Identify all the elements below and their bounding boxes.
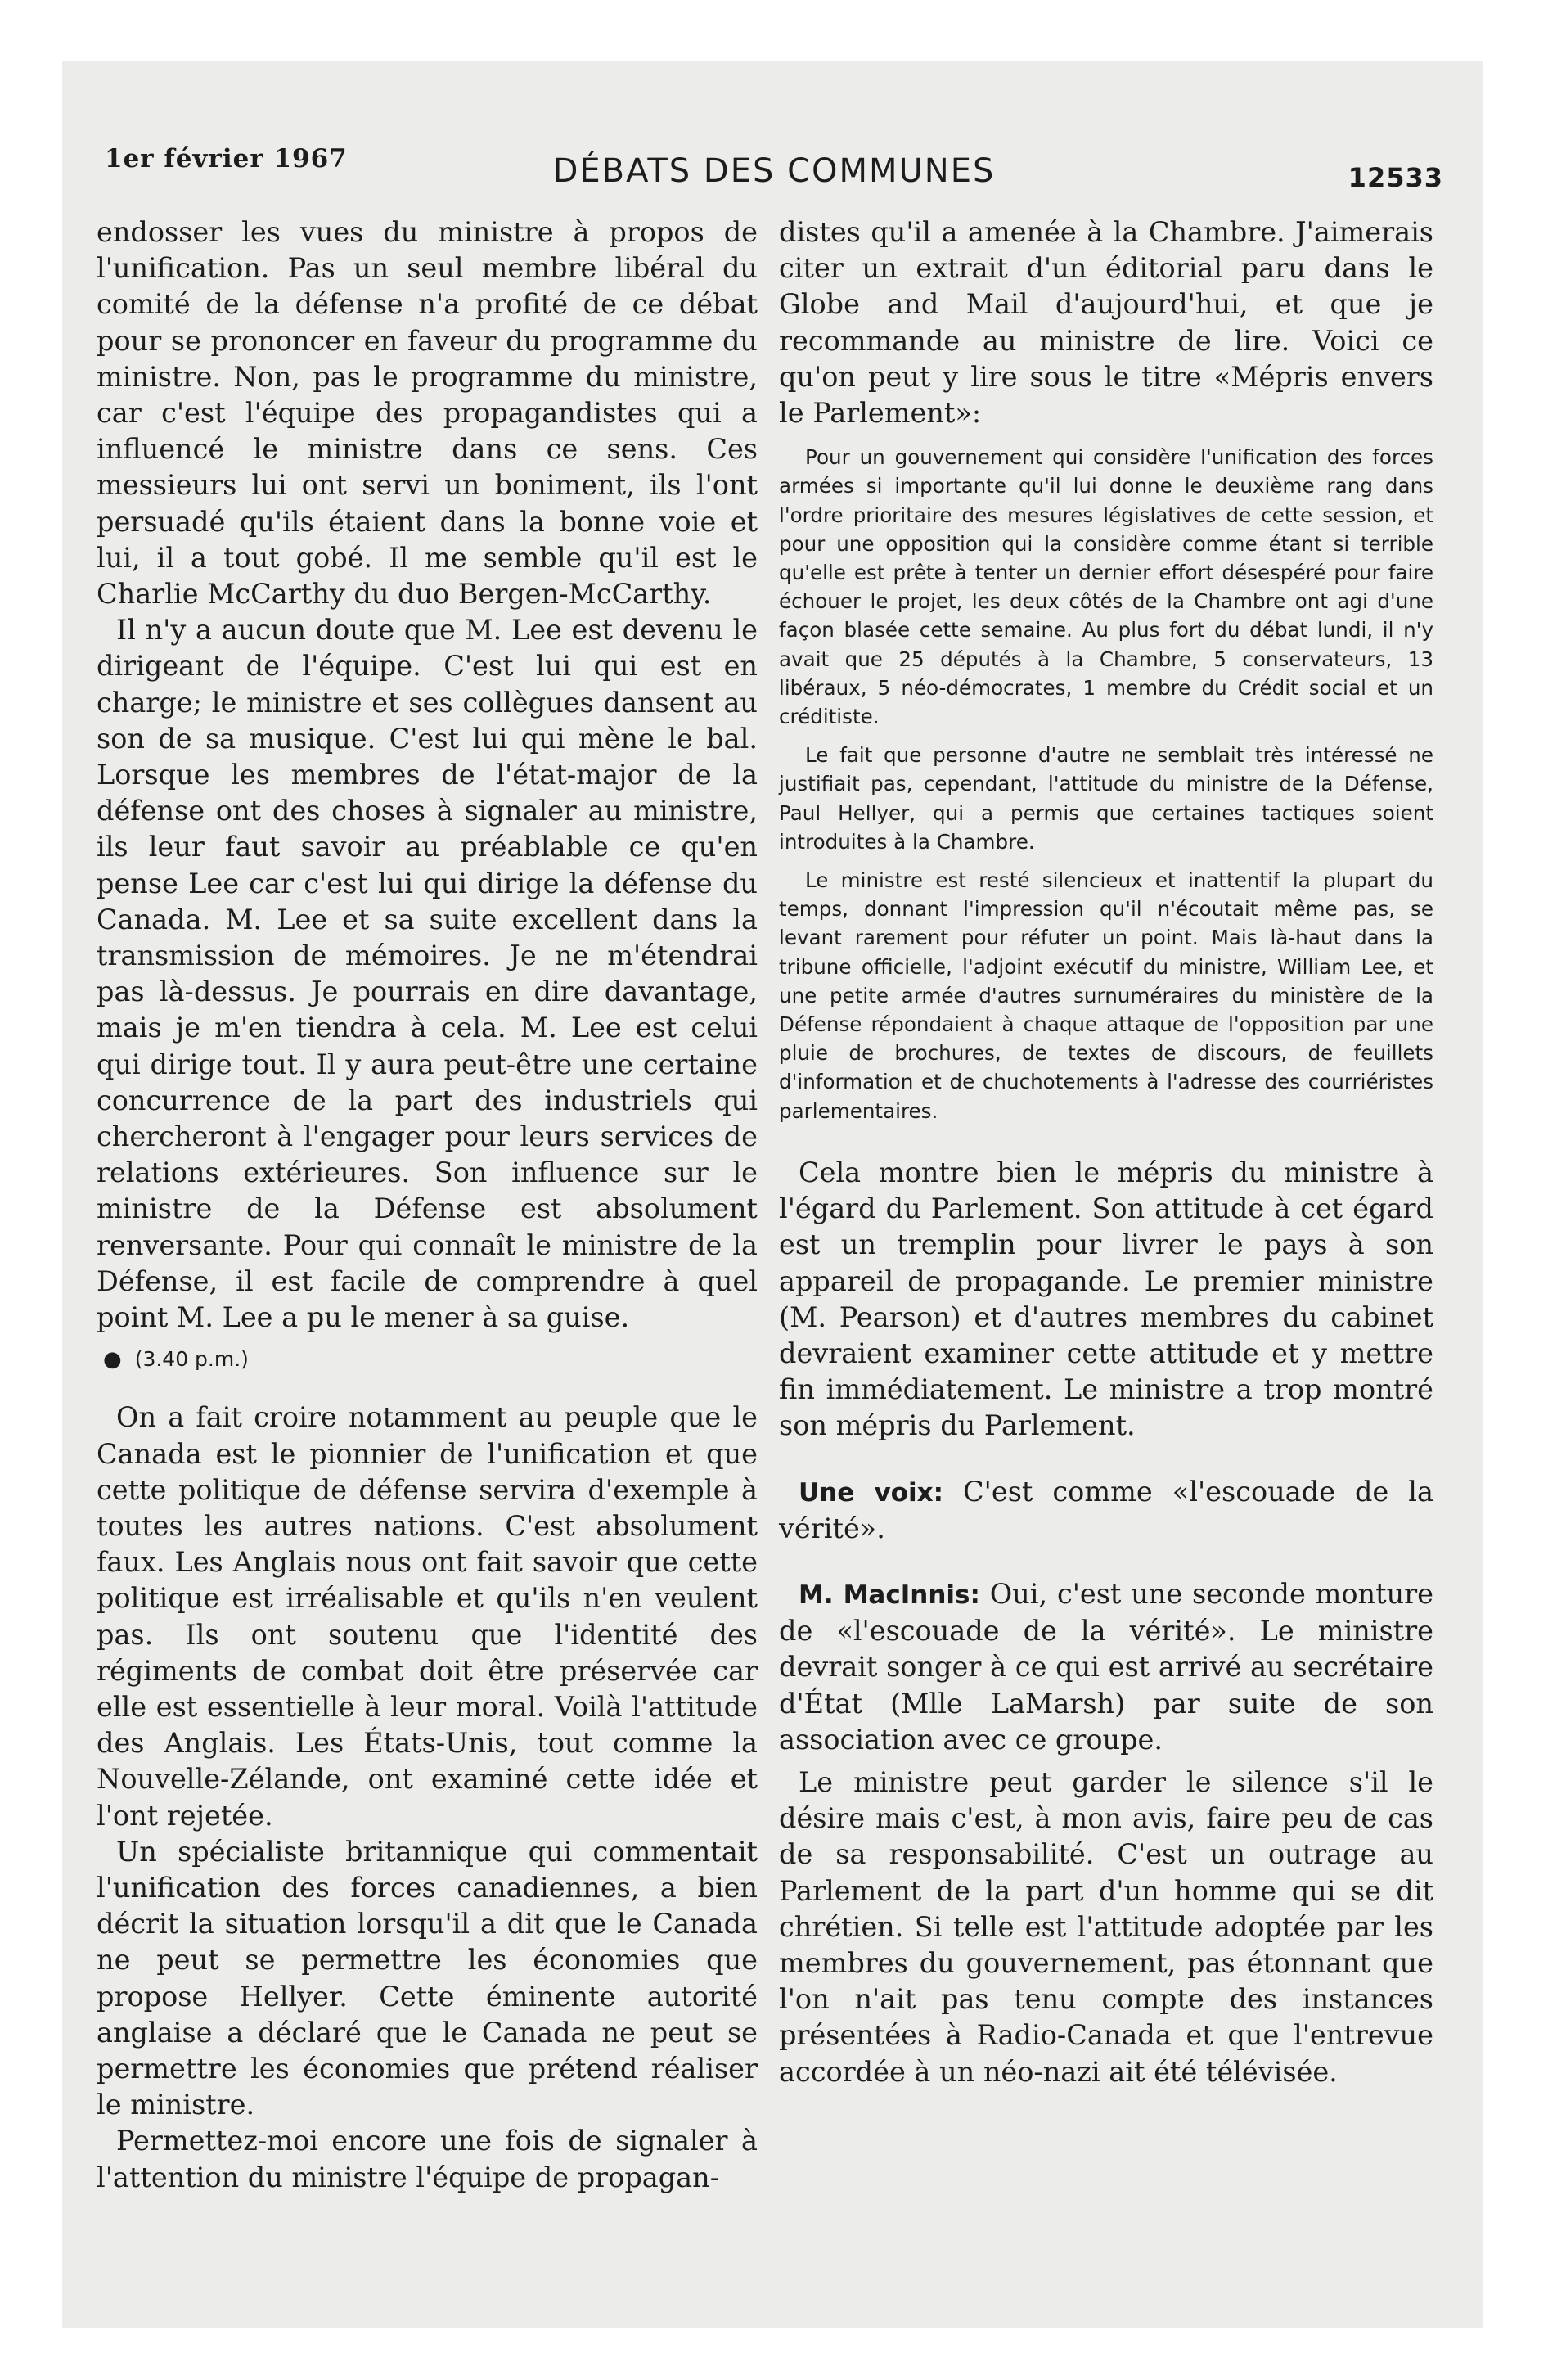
paragraph: Le ministre peut garder le silence s'il le désire mais c'est, à mon avis, faire peu de cas de sa responsabilité. C'est un outrage au Parlement de la part d'un homme qui se dit chrétien. Si telle est l'attitude adoptée par les membres du gouvernement, pas étonnant que l'on n'ait pas tenu compte des instances présentées à Radio-Canada et que l'entrevue accordée à un néo-nazi ait été télévisée. — [779, 1765, 1433, 2088]
speech — [779, 1576, 1433, 1758]
editorial-quote — [779, 443, 1433, 1125]
paragraph: Un spécialiste britannique qui commentait l'unification des forces canadiennes, a bien décrit la situation lorsqu'il a dit que le Canada ne peut se permettre les économies que propose Hellyer. Cette éminente autorité anglaise a déclaré que le Canada ne peut se permettre les économies que prétend réaliser le ministre. — [97, 1835, 758, 2121]
quote-paragraph: Le ministre est resté silencieux et inattentif la plupart du temps, donnant l'impression qu'il n'écoutait même pas, se levant rarement pour réfuter un point. Mais là-haut dans la tribune officielle, l'adjoint exécutif du ministre, William Lee, et une petite armée d'autres surnuméraires du ministère de la Défense répondaient à chaque attaque de l'opposition par une pluie de brochures, de textes de discours, de feuillets d'information et de chuchotements à l'adresse des courriéristes parlementaires. — [779, 868, 1433, 1123]
left-column — [97, 214, 758, 2196]
speech-text: Oui, c'est une seconde monture de «l'escouade de la vérité». Le ministre devrait songer à ce qui est arrivé au secrétaire d'État (Mlle LaMarsh) par suite de son association avec ce groupe. — [779, 1577, 1433, 1756]
page-number: 12533 — [1348, 162, 1443, 193]
time-marker — [103, 1347, 758, 1372]
quote-paragraph: Le fait que personne d'autre ne semblait très intéressé ne justifiait pas, cependant, l'attitude du ministre de la Défense, Paul Hellyer, qui a permis que certaines tactiques soient introduites à la Chambre. — [779, 743, 1433, 854]
speech — [779, 1474, 1433, 1547]
quote-paragraph: Pour un gouvernement qui considère l'unification des forces armées si importante qu'il lui donne le deuxième rang dans l'ordre prioritaire des mesures législatives de cette session, et pour une opposition qui la considère comme étant si terrible qu'elle est prête à tenter un dernier effort désespéré pour faire échouer le projet, les deux côtés de la Chambre ont agi d'une façon blasée cette semaine. Au plus fort du débat lundi, il n'y avait que 25 députés à la Chambre, 5 conservateurs, 13 libéraux, 5 néo-démocrates, 1 membre du Crédit social et un créditiste. — [779, 445, 1433, 729]
right-column — [779, 214, 1433, 2090]
page-header — [105, 144, 1443, 201]
speech-text: C'est comme «l'escouade de la vérité». — [779, 1475, 1433, 1544]
paragraph: endosser les vues du ministre à propos de l'unification. Pas un seul membre libéral du comité de la défense n'a profité de ce débat pour se prononcer en faveur du programme du ministre. Non, pas le programme du ministre, car c'est l'équipe des propagandistes qui a influencé le ministre dans ce sens. Ces messieurs lui ont servi un boniment, ils l'ont persuadé qu'ils étaient dans la bonne voie et lui, il a tout gobé. Il me semble qu'il est le Charlie McCarthy du duo Bergen-McCarthy. — [97, 216, 758, 611]
paragraph: distes qu'il a amenée à la Chambre. J'aimerais citer un extrait d'un éditorial paru dans le Globe and Mail d'aujourd'hui, et que je recommande au ministre de lire. Voici ce qu'on peut y lire sous le titre «Mépris envers le Parlement»: — [779, 216, 1433, 430]
speaker-name: M. MacInnis: — [799, 1580, 980, 1610]
paragraph: Cela montre bien le mépris du ministre à l'égard du Parlement. Son attitude à cet égard est un tremplin pour livrer le pays à son appareil de propagande. Le premier ministre (M. Pearson) et d'autres membres du cabinet devraient examiner cette attitude et y mettre fin immédiatement. Le ministre a trop montré son mépris du Parlement. — [779, 1156, 1433, 1442]
speaker-name: Une voix: — [799, 1477, 943, 1508]
time-stamp: (3.40 p.m.) — [134, 1347, 249, 1372]
paragraph: On a fait croire notamment au peuple que le Canada est le pionnier de l'unification et que cette politique de défense servira d'exemple à toutes les autres nations. C'est absolument faux. Les Anglais nous ont fait savoir que cette politique est irréalisable et qu'ils n'en veulent pas. Ils ont soutenu que l'identité des régiments de combat doit être préservée car elle est essentielle à leur moral. Voilà l'attitude des Anglais. Les États-Unis, tout comme la Nouvelle-Zélande, ont examiné cette idée et l'ont rejetée. — [97, 1401, 758, 1832]
header-title: DÉBATS DES COMMUNES — [552, 152, 996, 190]
header-date: 1er février 1967 — [105, 144, 348, 174]
paragraph: Permettez-moi encore une fois de signaler à l'attention du ministre l'équipe de propagan- — [97, 2125, 758, 2193]
bullet-icon: ● — [103, 1347, 122, 1373]
paragraph: Il n'y a aucun doute que M. Lee est devenu le dirigeant de l'équipe. C'est lui qui est en charge; le ministre et ses collègues dansent au son de sa musique. C'est lui qui mène le bal. Lorsque les membres de l'état-major de la défense ont des choses à signaler au ministre, ils leur faut savoir au préablable ce qu'en pense Lee car c'est lui qui dirige la défense du Canada. M. Lee et sa suite excellent dans la transmission de mémoires. Je ne m'étendrai pas là-dessus. Je pourrais en dire davantage, mais je m'en tiendra à cela. M. Lee est celui qui dirige tout. Il y aura peut-être une certaine concurrence de la part des industriels qui chercheront à l'engager pour leurs services de relations extérieures. Son influence sur le ministre de la Défense est absolument renversante. Pour qui connaît le ministre de la Défense, il est facile de comprendre à quel point M. Lee a pu le mener à sa guise. — [97, 614, 758, 1334]
